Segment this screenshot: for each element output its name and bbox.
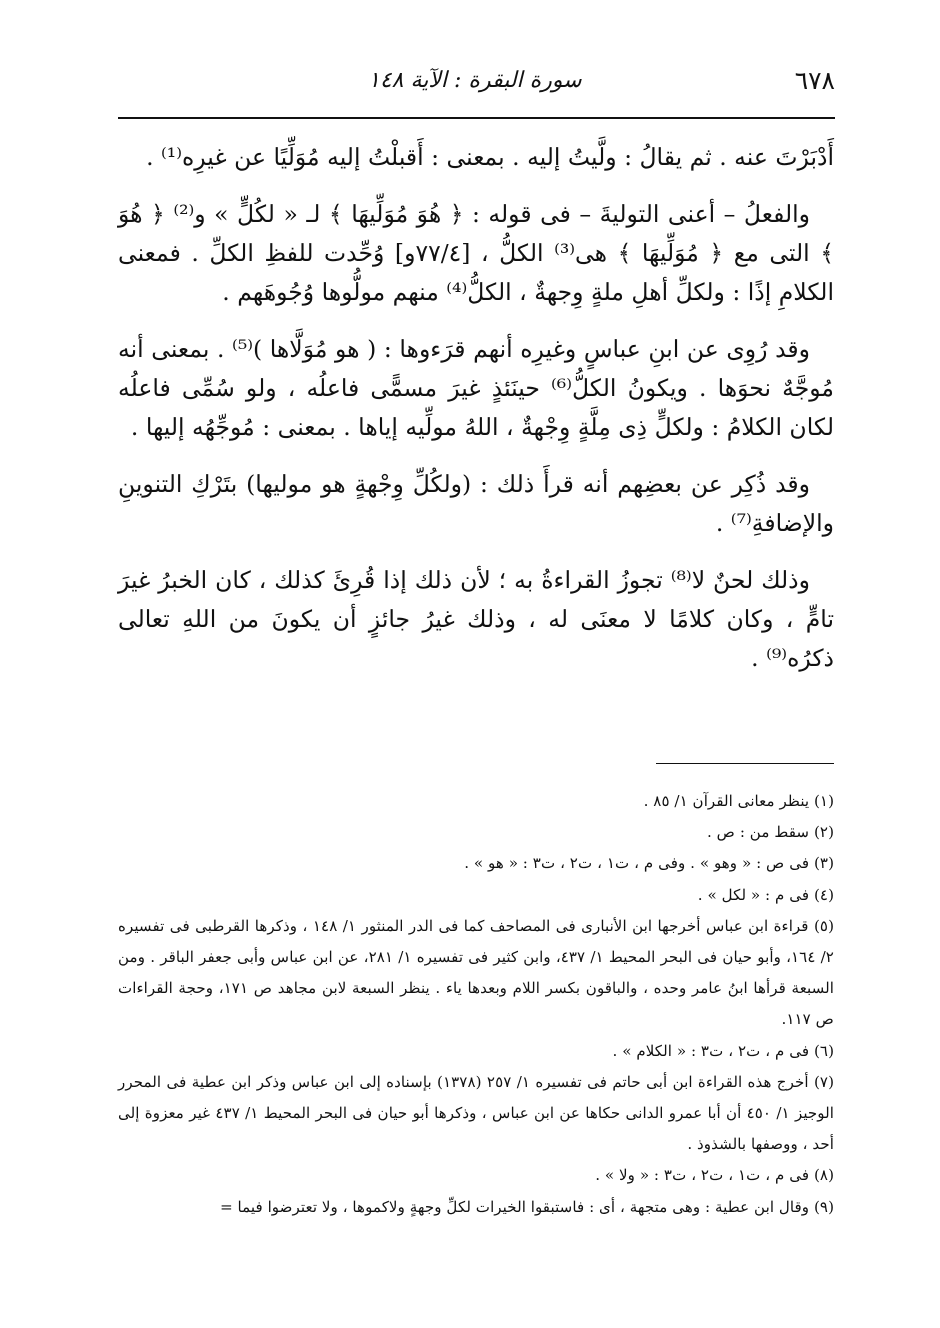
footnote: (٥) قراءة ابن عباس أخرجها ابن الأنبارى فى المصاحف كما فى الدر المنثور ١/ ١٤٨ ، وذكرها القرطبى فى تفسيره ٢/ ١٦٤، وأبو حيان فى البحر المحيط ١/ ٤٣٧، وابن كثير فى تفسيره ١/ ٢٨١، عن ابن عباس وأبى جعفر الباقر . ومن السبعة قرأها ابنُ عامر وحده ، والباقون بكسر اللام وبعدها ياء . ينظر السبعة لابن مجاهد ص ١٧١، وحجة القراءات ص ١١٧. [118, 916, 835, 1029]
footnotes [118, 786, 834, 1223]
footnote-separator [656, 763, 834, 764]
footnote: (٢) سقط من : ص . [707, 823, 834, 842]
header-rule [118, 117, 835, 119]
page-number: ٦٧٨ [794, 66, 835, 95]
running-title: سورة البقرة : الآية ١٤٨ [368, 68, 582, 93]
main-text [118, 138, 834, 696]
footnote: (٨) فى م ، ت١ ، ت٢ ، ت٣ : « ولا » . [595, 1166, 834, 1185]
footnote: (١) ينظر معانى القرآن ١/ ٨٥ . [643, 792, 834, 810]
paragraph: والفعلُ – أعنى التوليةَ – فى قوله : ﴿ هُوَ مُوَلِّيهَا ﴾ لـ « لكُلٍّ » و⁽²⁾ ﴿ هُوَ ﴾ التى مع ﴿ مُوَلِّيهَا ﴾ هى⁽³⁾ الكلُّ ، [٧٧/٤و] وُحِّدت للفظِ الكلِّ . فمعنى الكلامِ إذًا : ولكلِّ أهلِ ملةٍ وِجهةٌ ، الكلُّ⁽⁴⁾ منهم مولُّوها وُجُوهَهم . [118, 200, 834, 306]
footnote: (٧) أخرج هذه القراءة ابن أبى حاتم فى تفسيره ١/ ٢٥٧ (١٣٧٨) بإسناده إلى ابن عباس وذكر ابن عطية فى المحرر الوجيز ١/ ٤٥٠ أن أبا عمرو الدانى حكاها عن ابن عباس ، وذكرها أبو حيان فى البحر المحيط ١/ ٤٣٧ غير معزوة إلى أحد ، ووصفها بالشذوذ . [118, 1072, 834, 1154]
paragraph: وذلك لحنٌ لا⁽⁸⁾ تجوزُ القراءةُ به ؛ لأن ذلك إذا قُرِئَ كذلك ، كان الخبرُ غيرَ تامٍّ ، وكان كلامًا لا معنَى له ، وذلك غيرُ جائزٍ أن يكونَ من اللهِ تعالى ذكرُه⁽⁹⁾ . [118, 566, 834, 672]
footnote: (٣) فى ص : « وهو » . وفى م ، ت١ ، ت٢ ، ت٣ : « هو » . [464, 854, 834, 873]
paragraph: أَدْبَرْتَ عنه . ثم يقالُ : ولَّيتُ إليه . بمعنى : أَقبلْتُ إليه مُوَلِّيًا عن غيرِه⁽¹⁾ . [146, 143, 834, 171]
paragraph: وقد ذُكِر عن بعضِهم أنه قرأَ ذلك : (ولكُلِّ وِجْهةٍ هو موليها) بتَرْكِ التنوينِ والإضافةِ⁽⁷⁾ . [118, 470, 834, 537]
footnote: (٦) فى م ، ت٢ ، ت٣ : « الكلام » . [612, 1041, 834, 1060]
paragraph: وقد رُوِى عن ابنِ عباسٍ وغيرِه أنهم قرَءوها : ( هو مُوَلَّاها )⁽⁵⁾ . بمعنى أنه مُوجَّهٌ نحوَها . ويكونُ الكلُّ⁽⁶⁾ حينَئذٍ غيرَ مسمًّى فاعلُه ، ولو سُمِّى فاعلُه لكان الكلامُ : ولكلٍّ ذِى مِلَّةٍ وِجْهةٌ ، اللهُ مولِّيه إياها . بمعنى : مُوجِّهُه إليها . [118, 335, 834, 441]
footnote: (٩) وقال ابن عطية : وهى متجهة ، أى : فاستبقوا الخيرات لكلِّ وجهةٍ ولاكموها ، ولا تعترضوا فيما = [219, 1197, 834, 1216]
footnote: (٤) فى م : « لكل » . [697, 885, 834, 904]
page-header [118, 60, 835, 106]
